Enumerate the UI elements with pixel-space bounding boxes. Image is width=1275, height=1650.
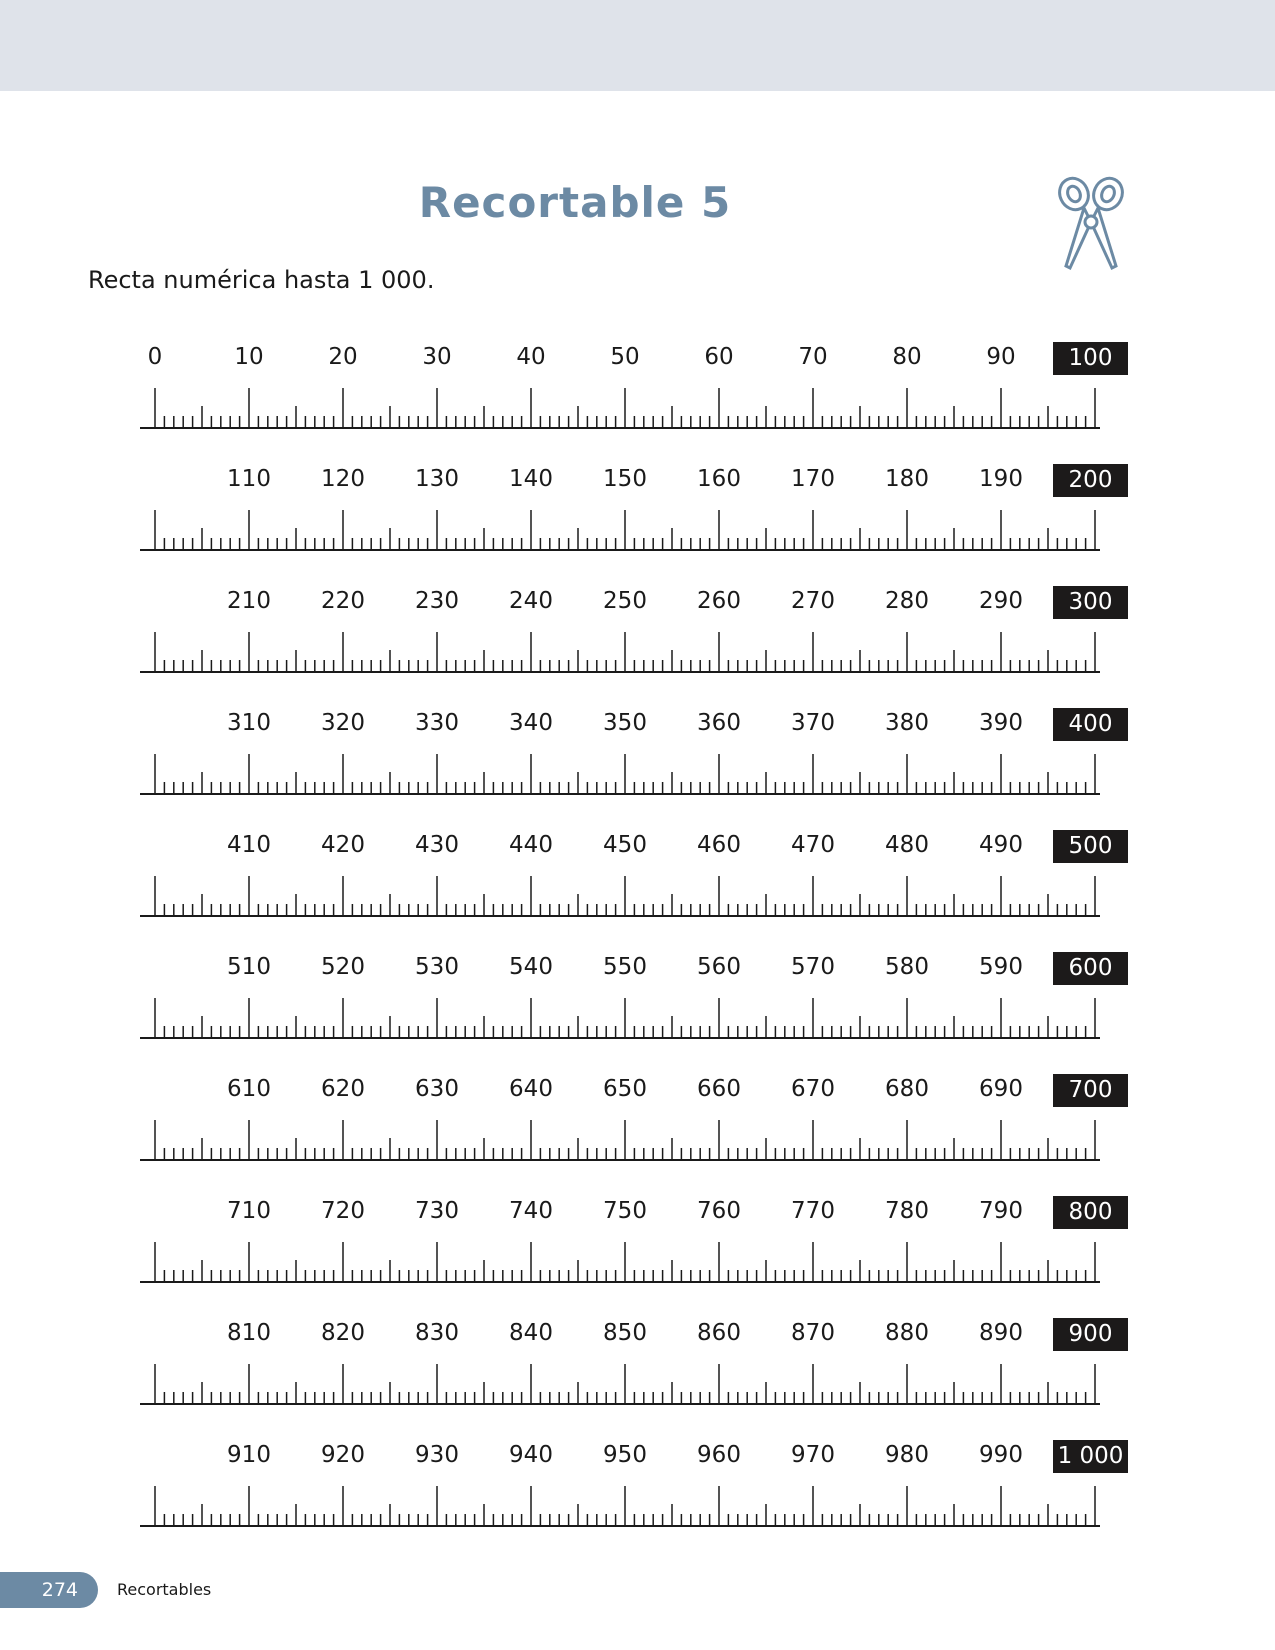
page-number: 274: [0, 1572, 98, 1608]
ruler-graphic: [140, 1358, 1100, 1408]
tick-label: 550: [603, 954, 647, 980]
tick-label: 570: [791, 954, 835, 980]
tick-label: 240: [509, 588, 553, 614]
tick-label: 980: [885, 1442, 929, 1468]
tick-label: 470: [791, 832, 835, 858]
ruler-graphic: [140, 748, 1100, 798]
end-label-box: 100: [1053, 342, 1128, 375]
tick-label: 50: [610, 344, 640, 370]
tick-label: 890: [979, 1320, 1023, 1346]
end-label-box: 300: [1053, 586, 1128, 619]
tick-label: 430: [415, 832, 459, 858]
number-line: [140, 952, 1140, 1052]
tick-label: 860: [697, 1320, 741, 1346]
tick-label: 260: [697, 588, 741, 614]
tick-label: 70: [798, 344, 828, 370]
end-label-box: 1 000: [1053, 1440, 1128, 1473]
tick-label: 10: [234, 344, 264, 370]
tick-label: 0: [147, 344, 163, 370]
tick-label: 420: [321, 832, 365, 858]
tick-label: 330: [415, 710, 459, 736]
tick-label: 380: [885, 710, 929, 736]
tick-label: 710: [227, 1198, 271, 1224]
tick-label: 920: [321, 1442, 365, 1468]
tick-label: 460: [697, 832, 741, 858]
tick-label: 90: [986, 344, 1016, 370]
tick-label: 190: [979, 466, 1023, 492]
tick-label: 30: [422, 344, 452, 370]
number-line: [140, 342, 1140, 442]
tick-label: 120: [321, 466, 365, 492]
tick-label: 590: [979, 954, 1023, 980]
tick-label: 280: [885, 588, 929, 614]
tick-label: 360: [697, 710, 741, 736]
tick-label: 720: [321, 1198, 365, 1224]
tick-label: 490: [979, 832, 1023, 858]
ruler-graphic: [140, 1480, 1100, 1530]
end-label-box: 700: [1053, 1074, 1128, 1107]
tick-label: 320: [321, 710, 365, 736]
tick-label: 180: [885, 466, 929, 492]
tick-label: 450: [603, 832, 647, 858]
top-band: [0, 0, 1275, 91]
tick-label: 660: [697, 1076, 741, 1102]
tick-label: 690: [979, 1076, 1023, 1102]
scissors-icon: [1052, 176, 1132, 276]
number-line: [140, 1074, 1140, 1174]
tick-label: 510: [227, 954, 271, 980]
tick-label: 290: [979, 588, 1023, 614]
ruler-graphic: [140, 992, 1100, 1042]
tick-label: 740: [509, 1198, 553, 1224]
tick-label: 530: [415, 954, 459, 980]
tick-label: 250: [603, 588, 647, 614]
tick-label: 770: [791, 1198, 835, 1224]
ruler-graphic: [140, 870, 1100, 920]
tick-label: 210: [227, 588, 271, 614]
tick-label: 160: [697, 466, 741, 492]
end-label-box: 500: [1053, 830, 1128, 863]
tick-label: 610: [227, 1076, 271, 1102]
tick-label: 810: [227, 1320, 271, 1346]
ruler-graphic: [140, 504, 1100, 554]
tick-label: 390: [979, 710, 1023, 736]
tick-label: 110: [227, 466, 271, 492]
tick-label: 870: [791, 1320, 835, 1346]
tick-label: 780: [885, 1198, 929, 1224]
tick-label: 990: [979, 1442, 1023, 1468]
tick-label: 820: [321, 1320, 365, 1346]
tick-label: 680: [885, 1076, 929, 1102]
end-label-box: 800: [1053, 1196, 1128, 1229]
page-title: Recortable 5: [418, 178, 732, 227]
tick-label: 930: [415, 1442, 459, 1468]
section-label: Recortables: [117, 1580, 212, 1599]
tick-label: 140: [509, 466, 553, 492]
tick-label: 370: [791, 710, 835, 736]
tick-label: 40: [516, 344, 546, 370]
tick-label: 20: [328, 344, 358, 370]
number-line: [140, 830, 1140, 930]
tick-label: 730: [415, 1198, 459, 1224]
end-label-box: 400: [1053, 708, 1128, 741]
tick-label: 540: [509, 954, 553, 980]
tick-label: 350: [603, 710, 647, 736]
number-line: [140, 1318, 1140, 1418]
tick-label: 230: [415, 588, 459, 614]
end-label-box: 600: [1053, 952, 1128, 985]
tick-label: 80: [892, 344, 922, 370]
end-label-box: 200: [1053, 464, 1128, 497]
ruler-graphic: [140, 382, 1100, 432]
end-label-box: 900: [1053, 1318, 1128, 1351]
tick-label: 410: [227, 832, 271, 858]
tick-label: 480: [885, 832, 929, 858]
tick-label: 840: [509, 1320, 553, 1346]
tick-label: 750: [603, 1198, 647, 1224]
tick-label: 960: [697, 1442, 741, 1468]
ruler-graphic: [140, 626, 1100, 676]
tick-label: 220: [321, 588, 365, 614]
tick-label: 580: [885, 954, 929, 980]
tick-label: 760: [697, 1198, 741, 1224]
tick-label: 950: [603, 1442, 647, 1468]
tick-label: 560: [697, 954, 741, 980]
tick-label: 150: [603, 466, 647, 492]
tick-label: 60: [704, 344, 734, 370]
subtitle: Recta numérica hasta 1 000.: [88, 266, 435, 294]
tick-label: 880: [885, 1320, 929, 1346]
number-line: [140, 464, 1140, 564]
tick-label: 850: [603, 1320, 647, 1346]
tick-label: 310: [227, 710, 271, 736]
tick-label: 620: [321, 1076, 365, 1102]
tick-label: 650: [603, 1076, 647, 1102]
ruler-graphic: [140, 1114, 1100, 1164]
tick-label: 940: [509, 1442, 553, 1468]
number-line: [140, 1440, 1140, 1540]
number-line: [140, 1196, 1140, 1296]
tick-label: 670: [791, 1076, 835, 1102]
tick-label: 270: [791, 588, 835, 614]
tick-label: 640: [509, 1076, 553, 1102]
tick-label: 440: [509, 832, 553, 858]
tick-label: 340: [509, 710, 553, 736]
number-line: [140, 586, 1140, 686]
tick-label: 910: [227, 1442, 271, 1468]
tick-label: 970: [791, 1442, 835, 1468]
tick-label: 830: [415, 1320, 459, 1346]
tick-label: 630: [415, 1076, 459, 1102]
tick-label: 520: [321, 954, 365, 980]
tick-label: 130: [415, 466, 459, 492]
tick-label: 790: [979, 1198, 1023, 1224]
ruler-graphic: [140, 1236, 1100, 1286]
tick-label: 170: [791, 466, 835, 492]
number-line: [140, 708, 1140, 808]
